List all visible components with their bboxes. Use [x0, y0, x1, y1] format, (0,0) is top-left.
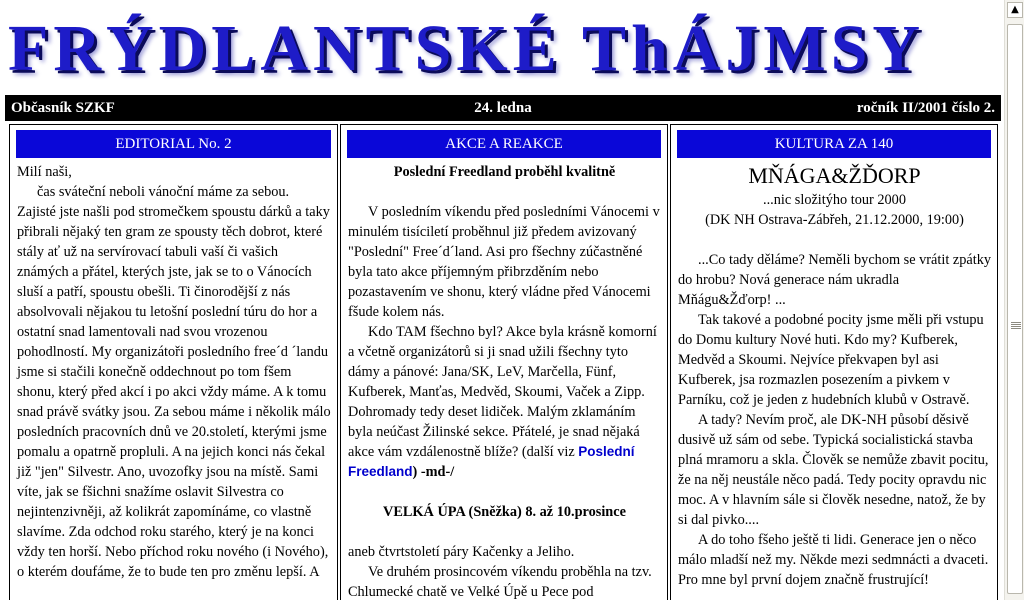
culture-body	[671, 158, 997, 590]
events-subtitle-2: VELKÁ ÚPA (Sněžka) 8. až 10.prosince	[383, 504, 626, 520]
culture-paragraph-3: A tady? Nevím proč, ale DK-NH působí děsivě dusivě už sám od sebe. Typická socialistická stavba plná mramoru a skla. Člověk se nemůže zbavit pocitu, že na něj neustále něco padá. Tedy pocity opravdu nic moc. A v hlavním sále si člověk nesedne, natož, že by si dal pivko....	[678, 412, 989, 528]
culture-title: MŇÁGA&ŽĎORP	[748, 163, 921, 188]
freedland-link[interactable]: Poslední Freedland	[348, 444, 635, 479]
scroll-thumb[interactable]	[1007, 24, 1023, 594]
events-paragraph-2	[348, 322, 661, 482]
editorial-heading: EDITORIAL No. 2	[16, 130, 331, 158]
events-paragraph-2-text: Kdo TAM fšechno byl? Akce byla krásně komorní a včetně organizátorů si ji snad užili fšechny tyto dámy a pánové: Jana/SK, LeV, Marčella, Fünf, Kufberek, Manťas, Medvěd, Skoumi, Vaček a Zipp. Dohromady tedy deset lidiček. Malým zklamáním byla neúčast Žilinské sekce. Přátelé, je snad nějaká akce vám vzdálenostně blíže? (další viz	[348, 324, 657, 460]
events-paragraph-1: V posledním víkendu před posledními Vánocemi v minulém tisíciletí proběhnul již předem avizovaný "Poslední" Free´d´land. Asi pro fšechny zúčastněné byla tato akce příjemným přibrzděním nebo pozastavením ve shonu, který vládne před Vánocemi fšude kolem nás.	[348, 204, 660, 320]
events-paragraph-2-end: ) -md-/	[412, 464, 455, 480]
culture-place: (DK NH Ostrava-Zábřeh, 21.12.2000, 19:00)	[705, 212, 964, 228]
events-column	[340, 124, 668, 600]
editorial-text: čas sváteční neboli vánoční máme za sebou. Zajisté jste našli pod stromečkem spoustu dárků a taky přibrali nějaký ten gram ze spousty těch dobrot, které stály ať už na servírovací tabuli vaší či vašich známých a přátel, kterých jste, jak se to o Vánocích sluší a patří, spoustu obešli. Ti činorodější z nás absolvovali nějakou tu letošní poslední túru do hor a ostatní snad lamentovali nad svou vrozenou pohodlností. My organizátoři posledního free´d ´landu jsme si stačili konečně oddechnout po tom fšem shonu, který před akcí i po akci vždy máme. A k tomu snad právě svátky jsou. Za sebou máme i několik málo posledních pracovních dnů ve 20.století, kterými jsme pomalu a opatrně propluli. A na jejich konci nás čekal již "jen" Silvestr. Ano, uvozofky jsou na místě. Sami víte, jak se fšichni snažíme oslavit Silvestra co nejintenzivněji, až kolikrát zapomínáme, co vlastně slavíme. Zda odchod roku starého, který je na konci vždy ten horší. Nebo příchod roku nového (i Nového), o kterém doufáme, že to bude ten pro změnu lepší. A	[17, 184, 331, 580]
editorial-body	[10, 158, 337, 582]
scroll-grip-icon	[1011, 321, 1021, 329]
culture-paragraph-2: Tak takové a podobné pocity jsme měli při vstupu do Domu kultury Nové huti. Kdo my? Kufberek, Medvěd a Skoumi. Nejvíce překvapen byl asi Kufberek, jsa rozmazlen posezením a pivkem v Parníku, což je jeden z hudebních klubů v Ostravě.	[678, 312, 984, 408]
events-paragraph-3: aneb čtvrtstoletí páry Kačenky a Jeliho.	[348, 544, 575, 560]
editorial-column	[9, 124, 338, 600]
events-paragraph-4: Ve druhém prosincovém víkendu proběhla na tzv. Chlumecké chatě ve Velké Úpě u Pece pod	[348, 564, 652, 600]
culture-paragraph-4: A do toho fšeho ještě ti lidi. Generace jen o něco málo mladší než my. Někde mezi sedmnácti a dvaceti. Pro mne byl první dojem značně frustrující!	[678, 532, 989, 588]
culture-tour: ...nic složitýho tour 2000	[763, 192, 906, 208]
culture-paragraph-1: ...Co tady děláme? Neměli bychom se vrátit zpátky do hrobu? Nová generace nám ukradla Mňágu&Žďorp! ...	[678, 252, 991, 308]
info-bar	[5, 95, 1001, 121]
culture-heading: KULTURA ZA 140	[677, 130, 991, 158]
masthead-title: FRÝDLANTSKÉ ThÁJMSY	[8, 12, 926, 85]
publication-name: Občasník SZKF	[11, 100, 115, 116]
masthead-banner	[0, 0, 1004, 95]
issue-number: ročník II/2001 číslo 2.	[856, 100, 995, 116]
editorial-greeting: Milí naši,	[17, 164, 72, 180]
scroll-up-arrow-icon[interactable]: ▲	[1007, 2, 1023, 18]
vertical-scrollbar[interactable]	[1004, 0, 1024, 600]
issue-date: 24. ledna	[474, 100, 532, 116]
events-body	[341, 158, 667, 600]
events-heading: AKCE A REAKCE	[347, 130, 661, 158]
culture-column	[670, 124, 998, 600]
events-subtitle: Poslední Freedland proběhl kvalitně	[393, 164, 616, 180]
